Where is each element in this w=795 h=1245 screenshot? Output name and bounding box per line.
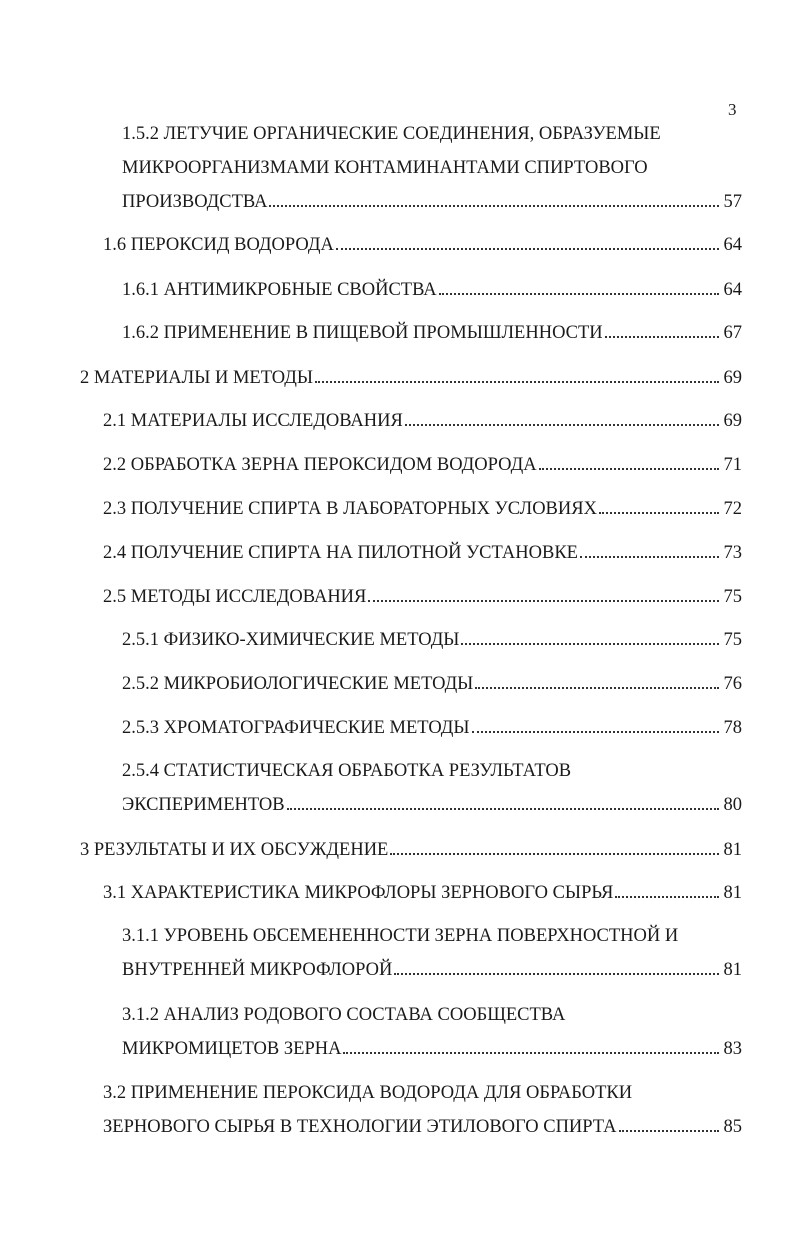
toc-entry-text: 3.2 ПРИМЕНЕНИЕ ПЕРОКСИДА ВОДОРОДА ДЛЯ ОБРАБОТКИ bbox=[103, 1083, 633, 1103]
toc-entry-text: 3.1 ХАРАКТЕРИСТИКА МИКРОФЛОРЫ ЗЕРНОВОГО СЫРЬЯ bbox=[103, 883, 614, 903]
toc-entry bbox=[122, 919, 742, 987]
toc-entry-text: 1.5.2 ЛЕТУЧИЕ ОРГАНИЧЕСКИЕ СОЕДИНЕНИЯ, ОБРАЗУЕМЫЕ bbox=[122, 124, 661, 144]
dot-leader bbox=[394, 973, 719, 975]
page-number: 3 bbox=[728, 100, 737, 119]
toc-entry-text: 2.2 ОБРАБОТКА ЗЕРНА ПЕРОКСИДОМ ВОДОРОДА bbox=[103, 455, 537, 475]
toc-entry bbox=[103, 876, 742, 910]
toc-entry-text: 2.5.1 ФИЗИКО-ХИМИЧЕСКИЕ МЕТОДЫ bbox=[122, 630, 460, 650]
toc-entry bbox=[103, 492, 742, 526]
toc-entry bbox=[103, 228, 742, 262]
dot-leader bbox=[343, 1052, 719, 1054]
dot-leader bbox=[599, 512, 719, 514]
toc-entry bbox=[103, 1076, 742, 1144]
toc-page-number: 78 bbox=[723, 718, 742, 738]
dot-leader bbox=[472, 731, 719, 733]
toc-page-number: 64 bbox=[723, 280, 742, 300]
toc-entry-text: 2.4 ПОЛУЧЕНИЕ СПИРТА НА ПИЛОТНОЙ УСТАНОВКЕ bbox=[103, 543, 578, 563]
toc-entry-text: 2.5.4 СТАТИСТИЧЕСКАЯ ОБРАБОТКА РЕЗУЛЬТАТОВ bbox=[122, 761, 572, 781]
toc-entry bbox=[122, 667, 742, 701]
toc-entry-text: ЗЕРНОВОГО СЫРЬЯ В ТЕХНОЛОГИИ ЭТИЛОВОГО СПИРТА bbox=[103, 1117, 617, 1137]
toc-entry-text: 2.5 МЕТОДЫ ИССЛЕДОВАНИЯ bbox=[103, 587, 367, 607]
dot-leader bbox=[390, 853, 719, 855]
toc-entry bbox=[103, 580, 742, 614]
toc-page-number: 57 bbox=[723, 192, 742, 212]
dot-leader bbox=[269, 205, 719, 207]
toc-entry-text: 1.6.1 АНТИМИКРОБНЫЕ СВОЙСТВА bbox=[122, 280, 437, 300]
dot-leader bbox=[287, 808, 719, 810]
toc-entry bbox=[80, 833, 742, 867]
toc-page-number: 81 bbox=[723, 840, 742, 860]
toc-entry bbox=[122, 117, 742, 219]
toc-entry-text: 2.1 МАТЕРИАЛЫ ИССЛЕДОВАНИЯ bbox=[103, 411, 403, 431]
toc-entry bbox=[122, 316, 742, 350]
toc-page-number: 69 bbox=[723, 368, 742, 388]
toc-page-number: 85 bbox=[723, 1117, 742, 1137]
toc-page-number: 81 bbox=[723, 883, 742, 903]
toc-entry bbox=[103, 448, 742, 482]
toc-page-number: 83 bbox=[723, 1039, 742, 1059]
toc-entry-text: 2.5.2 МИКРОБИОЛОГИЧЕСКИЕ МЕТОДЫ bbox=[122, 674, 474, 694]
toc-entry-text: МИКРОМИЦЕТОВ ЗЕРНА bbox=[122, 1039, 342, 1059]
toc-entry-text: 3 РЕЗУЛЬТАТЫ И ИХ ОБСУЖДЕНИЕ bbox=[80, 840, 389, 860]
toc-page-number: 80 bbox=[723, 795, 742, 815]
dot-leader bbox=[539, 468, 719, 470]
toc-entry-text: ВНУТРЕННЕЙ МИКРОФЛОРОЙ bbox=[122, 960, 393, 980]
toc-page-number: 75 bbox=[723, 630, 742, 650]
dot-leader bbox=[368, 600, 719, 602]
toc-entry-text: 2.5.3 ХРОМАТОГРАФИЧЕСКИЕ МЕТОДЫ bbox=[122, 718, 470, 738]
toc-page-number: 81 bbox=[723, 960, 742, 980]
toc-entry bbox=[122, 711, 742, 745]
dot-leader bbox=[405, 424, 719, 426]
toc-entry bbox=[103, 404, 742, 438]
dot-leader bbox=[336, 248, 719, 250]
toc-entry bbox=[103, 536, 742, 570]
dot-leader bbox=[619, 1130, 719, 1132]
toc-entry-text: 3.1.2 АНАЛИЗ РОДОВОГО СОСТАВА СООБЩЕСТВА bbox=[122, 1005, 566, 1025]
toc-entry-text: 1.6 ПЕРОКСИД ВОДОРОДА bbox=[103, 235, 334, 255]
toc-entry bbox=[122, 998, 742, 1066]
dot-leader bbox=[580, 556, 719, 558]
toc-page-number: 67 bbox=[723, 323, 742, 343]
toc-entry-text: ЭКСПЕРИМЕНТОВ bbox=[122, 795, 285, 815]
toc-entry-text: 2 МАТЕРИАЛЫ И МЕТОДЫ bbox=[80, 368, 313, 388]
toc-entry bbox=[122, 273, 742, 307]
dot-leader bbox=[605, 336, 719, 338]
dot-leader bbox=[461, 643, 719, 645]
toc-entry-text: 3.1.1 УРОВЕНЬ ОБСЕМЕНЕННОСТИ ЗЕРНА ПОВЕРХНОСТНОЙ И bbox=[122, 926, 679, 946]
toc-entry bbox=[122, 623, 742, 657]
toc-page-number: 64 bbox=[723, 235, 742, 255]
toc-entry-text: МИКРООРГАНИЗМАМИ КОНТАМИНАНТАМИ СПИРТОВОГО bbox=[122, 158, 648, 178]
toc-page-number: 75 bbox=[723, 587, 742, 607]
dot-leader bbox=[315, 381, 719, 383]
toc-page-number: 69 bbox=[723, 411, 742, 431]
toc-entry bbox=[80, 361, 742, 395]
dot-leader bbox=[615, 896, 719, 898]
toc-page-number: 76 bbox=[723, 674, 742, 694]
toc-entry-text: 1.6.2 ПРИМЕНЕНИЕ В ПИЩЕВОЙ ПРОМЫШЛЕННОСТИ bbox=[122, 323, 603, 343]
dot-leader bbox=[475, 687, 719, 689]
toc-page-number: 71 bbox=[723, 455, 742, 475]
toc-entry bbox=[122, 754, 742, 822]
toc-entry-text: 2.3 ПОЛУЧЕНИЕ СПИРТА В ЛАБОРАТОРНЫХ УСЛОВИЯХ bbox=[103, 499, 597, 519]
toc-page-number: 73 bbox=[723, 543, 742, 563]
dot-leader bbox=[439, 293, 719, 295]
toc-page-number: 72 bbox=[723, 499, 742, 519]
toc-entry-text: ПРОИЗВОДСТВА bbox=[122, 192, 268, 212]
